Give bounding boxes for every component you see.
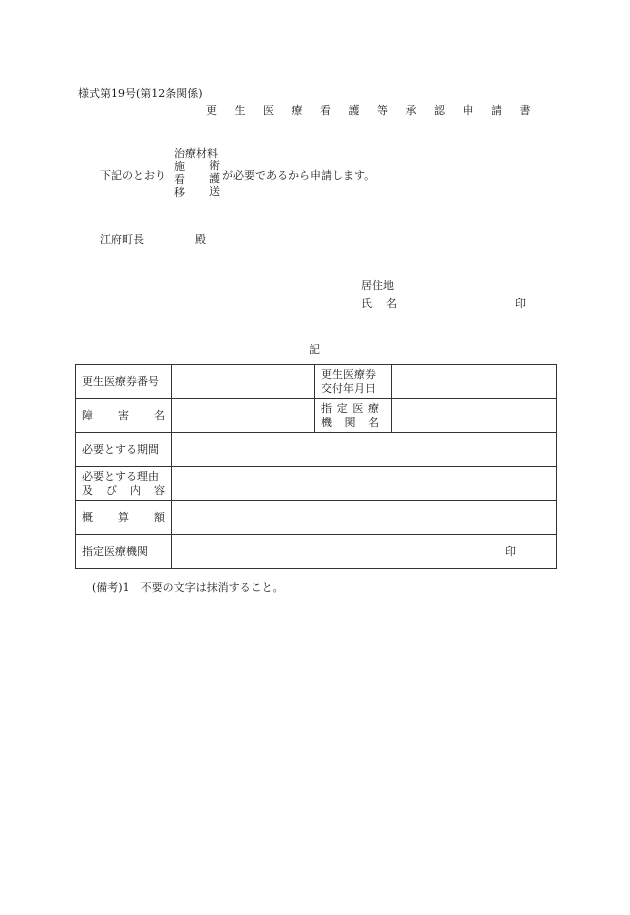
- option-text: 送: [209, 185, 220, 198]
- ticket-number-label: 更生医療券番号: [82, 374, 159, 388]
- label-cell: [315, 365, 392, 399]
- estimated-amount-label: [82, 511, 165, 525]
- issue-date-label-line2: 交付年月日: [321, 381, 376, 395]
- name-label-2: 名: [386, 297, 397, 310]
- addressee-name: 江府町長: [100, 233, 144, 246]
- address-label: 居住地: [361, 279, 394, 292]
- remarks-note: (備考)1 不要の文字は抹消すること。: [92, 581, 284, 594]
- label-char: 概: [82, 510, 93, 524]
- label-char: 害: [118, 408, 129, 422]
- label-char: 関: [344, 415, 356, 429]
- applicant-seal-mark: 印: [515, 297, 526, 310]
- label-cell: [76, 501, 172, 535]
- label-cell: [76, 467, 172, 501]
- disability-name-field[interactable]: [172, 399, 315, 433]
- label-cell: [76, 535, 172, 569]
- label-char: 医: [352, 401, 364, 415]
- label-char: 名: [154, 408, 165, 422]
- addressee-honorific: 殿: [195, 233, 206, 246]
- designated-institution-name-field[interactable]: [392, 399, 557, 433]
- issue-date-label-line1: 更生医療券: [321, 367, 376, 381]
- label-char: 容: [154, 483, 165, 497]
- required-period-field[interactable]: [172, 433, 557, 467]
- label-char: 名: [368, 415, 379, 429]
- option-text: 術: [209, 159, 220, 172]
- label-char: び: [106, 483, 117, 497]
- institution-seal-mark: 印: [505, 545, 516, 558]
- label-cell: [315, 399, 392, 433]
- estimated-amount-field[interactable]: [172, 501, 557, 535]
- ticket-number-field[interactable]: [172, 365, 315, 399]
- label-cell: [76, 433, 172, 467]
- option-text: 施: [174, 160, 185, 173]
- option-text: 看: [174, 173, 185, 186]
- label-char: 額: [154, 510, 165, 524]
- option-text: 移: [174, 186, 185, 199]
- designated-institution-label: 指定医療機関: [82, 544, 148, 558]
- disability-name-label: [82, 409, 165, 423]
- ki-heading: 記: [309, 343, 320, 356]
- table-row: [76, 433, 557, 467]
- label-char: 機: [321, 415, 332, 429]
- form-number: 様式第19号(第12条関係): [78, 87, 203, 100]
- document-title: 更 生 医 療 看 護 等 承 認 申 請 書: [206, 104, 538, 117]
- application-table: [75, 364, 557, 569]
- label-char: 指: [321, 401, 332, 415]
- intro-options-col2: [209, 160, 220, 199]
- label-cell: [76, 399, 172, 433]
- table-row: [76, 501, 557, 535]
- label-char: 定: [336, 401, 348, 415]
- reason-label-line1: 必要とする理由: [82, 469, 159, 483]
- table-row: [76, 535, 557, 569]
- designated-institution-field[interactable]: [172, 535, 557, 569]
- label-cell: [76, 365, 172, 399]
- table-row: [76, 365, 557, 399]
- label-char: 及: [82, 483, 93, 497]
- table-row: [76, 399, 557, 433]
- issue-date-field[interactable]: [392, 365, 557, 399]
- designated-institution-label-line1: [321, 402, 379, 416]
- reason-label-line2: [82, 484, 165, 498]
- table-row: [76, 467, 557, 501]
- label-char: 内: [130, 483, 141, 497]
- label-char: 障: [82, 408, 93, 422]
- designated-institution-label-line2: [321, 416, 379, 430]
- reason-content-field[interactable]: [172, 467, 557, 501]
- intro-suffix: が必要であるから申請します。: [222, 169, 376, 182]
- label-char: 算: [118, 510, 129, 524]
- label-char: 療: [367, 401, 379, 415]
- option-text: 治療材料: [174, 147, 218, 160]
- intro-prefix: 下記のとおり: [100, 169, 166, 182]
- name-label-1: 氏: [361, 297, 372, 310]
- option-text: 護: [209, 172, 220, 185]
- required-period-label: 必要とする期間: [82, 442, 159, 456]
